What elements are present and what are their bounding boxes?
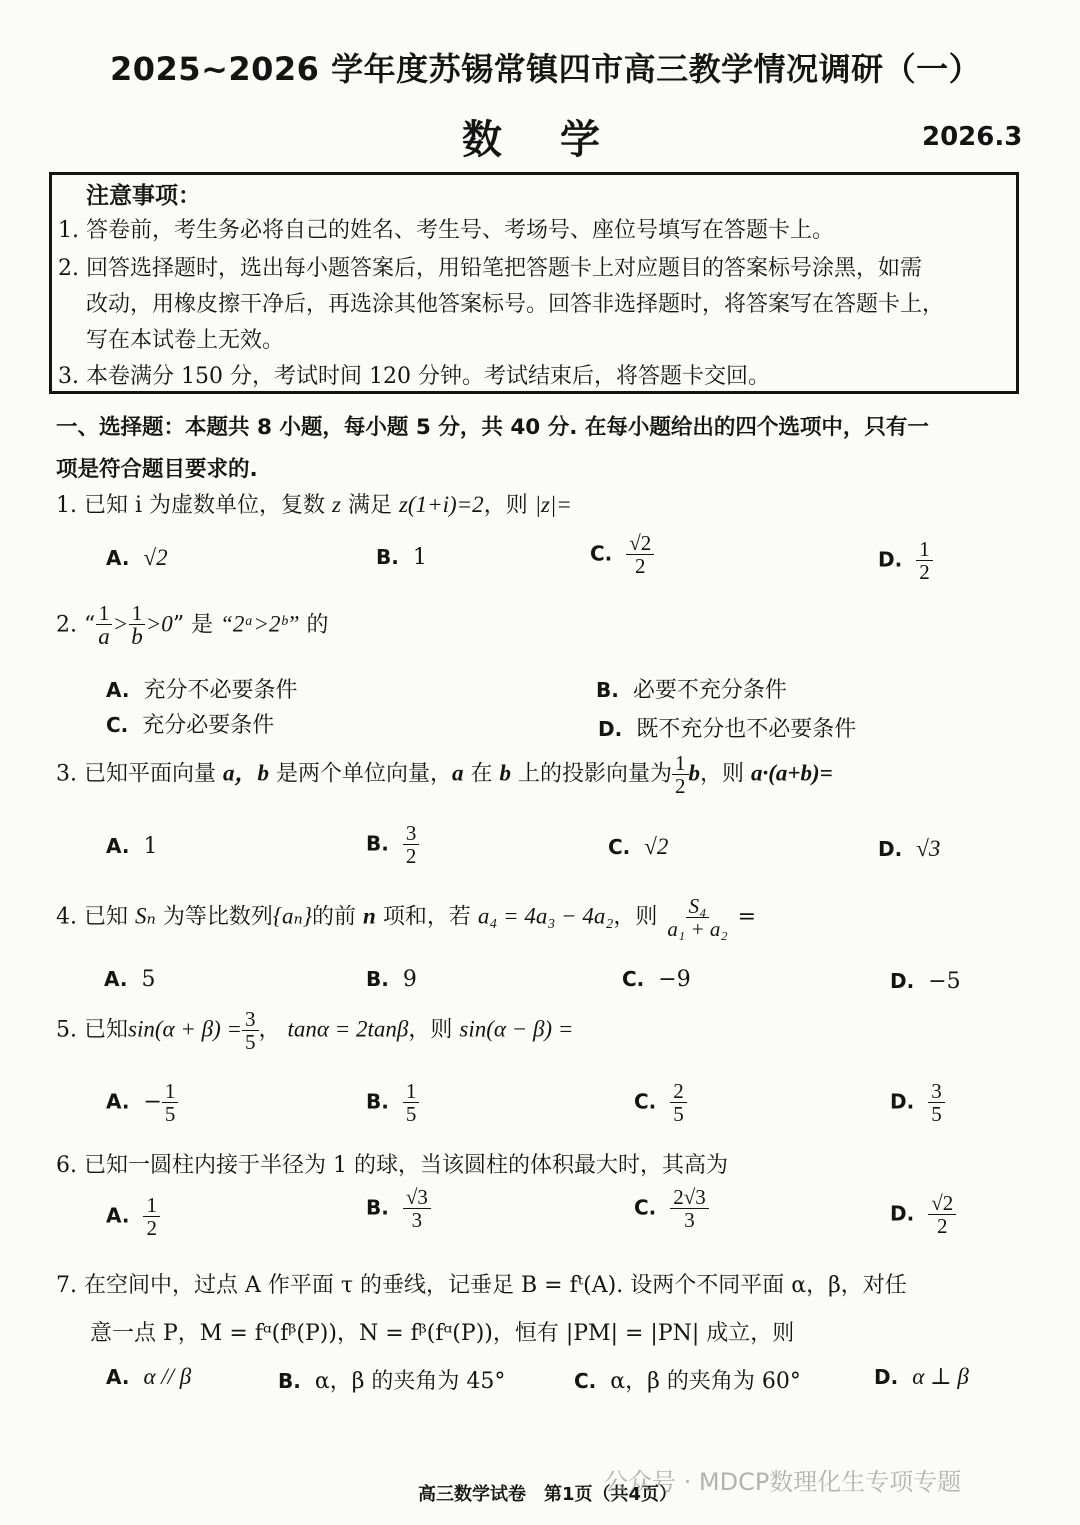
option-label: D. bbox=[598, 717, 623, 741]
math-expr: a₄ = 4a₃ − 4a₂ bbox=[477, 903, 614, 929]
question-text: 已知一圆柱内接于半径为 1 的球，当该圆柱的体积最大时，其高为 bbox=[84, 1153, 728, 1178]
option-value: −9 bbox=[658, 967, 691, 992]
option-label: D. bbox=[878, 547, 903, 572]
numerator: 1 bbox=[96, 602, 113, 625]
numerator: 3 bbox=[403, 822, 420, 845]
q5-option-a bbox=[106, 1080, 178, 1125]
math-var: n bbox=[363, 903, 376, 929]
q2-option-a bbox=[106, 673, 297, 704]
option-value: 5 bbox=[141, 967, 156, 992]
q7-option-a bbox=[106, 1364, 191, 1390]
numerator: √2 bbox=[928, 1192, 956, 1215]
numerator: 2 bbox=[670, 1080, 687, 1103]
fraction bbox=[670, 1080, 687, 1125]
math-op: > bbox=[112, 611, 129, 637]
option-label: D. bbox=[890, 969, 915, 993]
fraction bbox=[242, 1008, 259, 1053]
q7-option-b bbox=[278, 1364, 505, 1395]
denominator: 2 bbox=[146, 1216, 157, 1241]
math-expr: >0 bbox=[145, 611, 173, 637]
q3-option-d bbox=[878, 836, 940, 862]
option-value: √2 bbox=[644, 834, 669, 859]
denominator: 5 bbox=[673, 1102, 684, 1127]
option-label: B. bbox=[376, 545, 399, 569]
notice-num: 2. bbox=[58, 256, 79, 281]
q4-option-b bbox=[366, 967, 417, 992]
option-value: 充分必要条件 bbox=[142, 713, 275, 738]
option-label: B. bbox=[366, 1089, 389, 1114]
q3-option-b bbox=[366, 822, 419, 867]
numerator: 3 bbox=[928, 1080, 945, 1103]
option-label: C. bbox=[106, 713, 129, 737]
question-text: ，则 bbox=[700, 761, 751, 787]
denominator: 2 bbox=[675, 774, 686, 799]
question-4 bbox=[56, 895, 756, 940]
option-label: D. bbox=[890, 1089, 915, 1114]
option-label: C. bbox=[634, 1089, 657, 1114]
math-expr: “2ᵃ>2ᵇ” bbox=[220, 611, 300, 637]
q3-option-c bbox=[608, 834, 668, 860]
numerator: 1 bbox=[672, 752, 689, 775]
denominator: 5 bbox=[164, 1102, 176, 1127]
question-text: 已知 bbox=[84, 904, 135, 930]
option-label: C. bbox=[574, 1369, 597, 1393]
q2-option-b bbox=[596, 673, 787, 704]
math-var: b bbox=[688, 760, 700, 786]
option-label: D. bbox=[890, 1201, 915, 1226]
fraction bbox=[143, 1194, 160, 1239]
notice-line: 答卷前，考生务必将自己的姓名、考生号、考场号、座位号填写在答题卡上。 bbox=[86, 218, 835, 243]
math-expr: sin(α − β) = bbox=[459, 1016, 574, 1042]
q1-option-d bbox=[878, 538, 933, 583]
option-label: C. bbox=[590, 541, 613, 566]
option-value: 必要不充分条件 bbox=[632, 678, 787, 703]
denominator: 3 bbox=[411, 1208, 423, 1233]
numerator: 1 bbox=[162, 1080, 179, 1103]
q4-option-d bbox=[890, 969, 961, 994]
denominator: 2 bbox=[936, 1214, 948, 1239]
option-label: B. bbox=[278, 1369, 301, 1393]
math-expr: tanα = 2tanβ bbox=[287, 1016, 409, 1042]
math-expr: sin(α + β) = bbox=[128, 1016, 242, 1042]
question-text: 满足 bbox=[340, 493, 399, 518]
question-text: ，则 bbox=[613, 904, 658, 930]
question-6 bbox=[56, 1148, 728, 1179]
option-value: 充分不必要条件 bbox=[143, 678, 298, 703]
question-text: 的 bbox=[299, 612, 329, 638]
option-label: A. bbox=[106, 546, 130, 570]
fraction bbox=[664, 895, 730, 940]
notice-num: 3. bbox=[58, 364, 79, 389]
question-7-continued: 意一点 P，M = fᵅ(fᵝ(P))，N = fᵝ(fᵅ(P))，恒有 |PM| = |PN| 成立，则 bbox=[90, 1321, 795, 1346]
question-text: 是两个单位向量， bbox=[269, 761, 452, 787]
q6-option-d bbox=[890, 1192, 956, 1237]
q5-option-c bbox=[634, 1080, 687, 1125]
option-value: α，β 的夹角为 60° bbox=[610, 1369, 801, 1394]
math-expr: |z|= bbox=[534, 492, 572, 517]
q2-option-d bbox=[598, 712, 856, 743]
q4-option-a bbox=[104, 967, 155, 992]
notice-heading: 注意事项： bbox=[86, 183, 201, 209]
option-value: 9 bbox=[402, 967, 417, 992]
question-number: 4. bbox=[56, 904, 77, 930]
notice-item-1 bbox=[58, 213, 834, 244]
notice-item-2 bbox=[58, 251, 922, 282]
math-var: b bbox=[499, 760, 511, 786]
option-value: α ⊥ β bbox=[912, 1364, 969, 1389]
fraction bbox=[403, 1186, 431, 1231]
fraction bbox=[128, 602, 146, 649]
question-text: 为等比数列 bbox=[155, 904, 273, 930]
q7-option-d bbox=[874, 1364, 969, 1390]
fraction bbox=[928, 1080, 945, 1125]
question-text: 在 bbox=[463, 761, 500, 787]
notice-line: 改动，用橡皮擦干净后，再选涂其他答案标号。回答非选择题时，将答案写在答题卡上， bbox=[86, 292, 945, 317]
q6-option-b bbox=[366, 1186, 431, 1231]
question-number: 3. bbox=[56, 761, 77, 787]
notice-line: 写在本试卷上无效。 bbox=[86, 328, 285, 353]
q7-option-c bbox=[574, 1364, 801, 1395]
denominator: 5 bbox=[245, 1030, 256, 1055]
question-text: 已知 i 为虚数单位，复数 bbox=[84, 493, 333, 518]
fraction bbox=[162, 1080, 179, 1125]
numerator: 1 bbox=[403, 1080, 420, 1103]
question-text: 的前 bbox=[312, 904, 364, 930]
quote-open: “ bbox=[84, 612, 96, 638]
question-2 bbox=[56, 602, 329, 649]
question-text: 已知 bbox=[84, 1017, 129, 1043]
option-label: A. bbox=[106, 1203, 130, 1228]
denominator: 5 bbox=[931, 1102, 942, 1127]
numerator: S₄ bbox=[686, 895, 710, 918]
question-text: 项和，若 bbox=[375, 904, 478, 930]
denominator: 5 bbox=[405, 1102, 417, 1127]
option-sign: − bbox=[143, 1089, 162, 1115]
math-expr: {aₙ} bbox=[272, 903, 313, 929]
option-label: C. bbox=[634, 1195, 657, 1220]
exam-date: 2026.3 bbox=[922, 122, 1023, 152]
option-label: A. bbox=[106, 1089, 130, 1114]
option-label: D. bbox=[878, 837, 903, 861]
question-5 bbox=[56, 1008, 573, 1053]
numerator: √2 bbox=[626, 532, 654, 555]
q2-option-c bbox=[106, 708, 274, 739]
question-text: 在空间中，过点 A 作平面 τ 的垂线，记垂足 B = fᵗ(A). 设两个不同平面 α，β，对任 bbox=[84, 1273, 907, 1298]
q1-option-b bbox=[376, 545, 427, 570]
section-heading-line-1: 一、选择题：本题共 8 小题，每小题 5 分，共 40 分. 在每小题给出的四个选项中，只有一 bbox=[56, 415, 929, 440]
option-value: α，β 的夹角为 45° bbox=[314, 1369, 506, 1394]
option-label: B. bbox=[596, 678, 619, 702]
section-heading-line-2: 项是符合题目要求的. bbox=[56, 457, 258, 482]
question-1 bbox=[56, 488, 572, 519]
denominator: 3 bbox=[684, 1208, 695, 1233]
question-number: 2. bbox=[56, 612, 77, 638]
numerator: 1 bbox=[129, 602, 146, 625]
math-expr: z(1+i)=2 bbox=[398, 492, 484, 517]
q4-option-c bbox=[622, 967, 691, 992]
option-label: B. bbox=[366, 831, 389, 856]
math-op: = bbox=[737, 904, 757, 930]
option-label: C. bbox=[608, 835, 631, 859]
question-number: 6. bbox=[56, 1153, 77, 1178]
denominator: 2 bbox=[635, 554, 646, 579]
subject-title: 数学 bbox=[462, 117, 658, 163]
denominator: 2 bbox=[919, 560, 930, 585]
option-label: A. bbox=[106, 678, 130, 702]
notice-line: 本卷满分 150 分，考试时间 120 分钟。考试结束后，将答题卡交回。 bbox=[86, 364, 770, 389]
option-label: A. bbox=[106, 1365, 130, 1389]
numerator: 1 bbox=[143, 1194, 160, 1217]
question-number: 5. bbox=[56, 1017, 77, 1043]
question-7 bbox=[56, 1268, 907, 1299]
numerator: √3 bbox=[403, 1186, 431, 1209]
notice-num: 1. bbox=[58, 218, 79, 243]
option-value: −5 bbox=[928, 969, 961, 994]
fraction bbox=[670, 1186, 709, 1231]
exam-title: 2025~2026 学年度苏锡常镇四市高三教学情况调研（一） bbox=[110, 50, 982, 88]
notice-line: 回答选择题时，选出每小题答案后，用铅笔把答题卡上对应题目的答案标号涂黑，如需 bbox=[86, 256, 923, 281]
option-value: 1 bbox=[412, 545, 427, 570]
page-footer: 高三数学试卷 第1页（共4页） bbox=[418, 1484, 678, 1505]
question-3 bbox=[56, 752, 833, 797]
q6-option-a bbox=[106, 1194, 160, 1239]
question-number: 1. bbox=[56, 493, 77, 518]
question-text: 已知平面向量 bbox=[84, 761, 223, 787]
fraction bbox=[916, 538, 933, 583]
fraction bbox=[626, 532, 654, 577]
quote-close: ” bbox=[172, 612, 185, 638]
q1-option-c bbox=[590, 532, 654, 577]
math-expr: a·(a+b)= bbox=[751, 760, 833, 786]
denominator: b bbox=[131, 624, 143, 650]
q1-option-a bbox=[106, 545, 168, 571]
option-label: C. bbox=[622, 967, 645, 991]
fraction bbox=[672, 752, 689, 797]
option-label: D. bbox=[874, 1365, 899, 1389]
q6-option-c bbox=[634, 1186, 709, 1231]
option-label: A. bbox=[106, 834, 130, 858]
fraction bbox=[95, 602, 113, 649]
denominator: 2 bbox=[405, 844, 417, 869]
math-var: a bbox=[452, 760, 464, 786]
question-text: 是 bbox=[184, 612, 221, 638]
numerator: 2√3 bbox=[670, 1186, 709, 1209]
math-var: Sₙ bbox=[135, 903, 156, 929]
numerator: 1 bbox=[916, 538, 933, 561]
q5-option-d bbox=[890, 1080, 945, 1125]
option-value: 既不充分也不必要条件 bbox=[636, 717, 857, 742]
q5-option-b bbox=[366, 1080, 419, 1125]
notice-box bbox=[49, 172, 1019, 394]
option-label: A. bbox=[104, 967, 128, 991]
watermark-text: 公众号 · MDCP数理化生专项专题 bbox=[604, 1468, 962, 1496]
option-value: 1 bbox=[143, 834, 158, 859]
math-var: z bbox=[332, 492, 341, 517]
numerator: 3 bbox=[242, 1008, 259, 1031]
question-text: ， bbox=[258, 1017, 281, 1043]
option-value: √3 bbox=[916, 836, 941, 861]
denominator: a bbox=[98, 624, 110, 650]
fraction bbox=[403, 822, 420, 867]
question-text: ，则 bbox=[483, 493, 535, 518]
question-number: 7. bbox=[56, 1273, 77, 1298]
option-value: α // β bbox=[143, 1364, 192, 1389]
option-label: B. bbox=[366, 967, 389, 991]
option-label: B. bbox=[366, 1195, 389, 1220]
question-text: 上的投影向量为 bbox=[511, 761, 672, 787]
denominator: a₁ + a₂ bbox=[667, 917, 728, 942]
notice-item-3 bbox=[58, 359, 770, 390]
fraction bbox=[403, 1080, 420, 1125]
option-value: √2 bbox=[143, 545, 168, 570]
math-vectors: a，b bbox=[223, 760, 269, 786]
q3-option-a bbox=[106, 834, 157, 859]
fraction bbox=[928, 1192, 956, 1237]
question-text: ，则 bbox=[408, 1017, 453, 1043]
